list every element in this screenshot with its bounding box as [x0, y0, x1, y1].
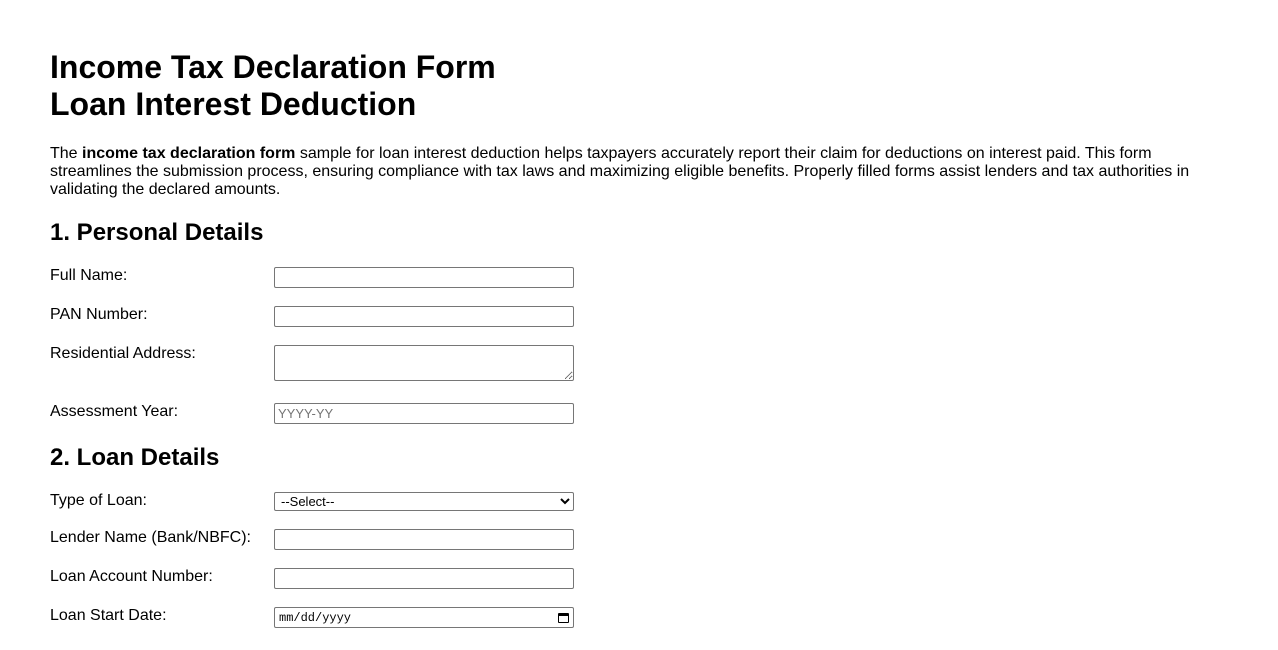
loan-type-select[interactable] — [274, 492, 574, 511]
page-title-line2: Loan Interest Deduction — [50, 86, 417, 122]
pan-number-label: PAN Number: — [50, 306, 148, 323]
intro-prefix: The — [50, 145, 83, 162]
pan-number-input[interactable] — [274, 306, 574, 327]
loan-type-label: Type of Loan: — [50, 492, 147, 509]
page-title-line1: Income Tax Declaration Form — [50, 49, 496, 85]
intro-bold: income tax declaration form — [82, 145, 296, 162]
loan-account-number-input[interactable] — [274, 568, 574, 589]
intro-rest: sample for loan interest deduction helps taxpayers accurately report their claim for deductions on interest paid. This form streamlines the submission process, ensuring compliance with tax laws and maximizing eligible benefits. Properly filled forms assist lenders and tax authorities in validating the declared amounts. — [50, 145, 1190, 198]
loan-account-number-label: Loan Account Number: — [50, 568, 213, 585]
full-name-input[interactable] — [274, 267, 574, 288]
calendar-icon[interactable] — [558, 613, 569, 623]
section-heading-personal: 1. Personal Details — [50, 219, 264, 246]
lender-name-label: Lender Name (Bank/NBFC): — [50, 529, 251, 546]
assessment-year-label: Assessment Year: — [50, 403, 179, 420]
intro-paragraph — [50, 145, 1210, 199]
loan-start-date-input[interactable] — [274, 607, 574, 628]
date-placeholder: mm/dd/yyyy — [279, 610, 352, 625]
section-heading-loan: 2. Loan Details — [50, 444, 220, 471]
residential-address-label: Residential Address: — [50, 345, 196, 362]
full-name-label: Full Name: — [50, 267, 128, 284]
residential-address-textarea[interactable] — [274, 345, 574, 381]
assessment-year-input[interactable] — [274, 403, 574, 424]
page-title — [50, 49, 496, 123]
loan-start-date-label: Loan Start Date: — [50, 607, 167, 624]
lender-name-input[interactable] — [274, 529, 574, 550]
